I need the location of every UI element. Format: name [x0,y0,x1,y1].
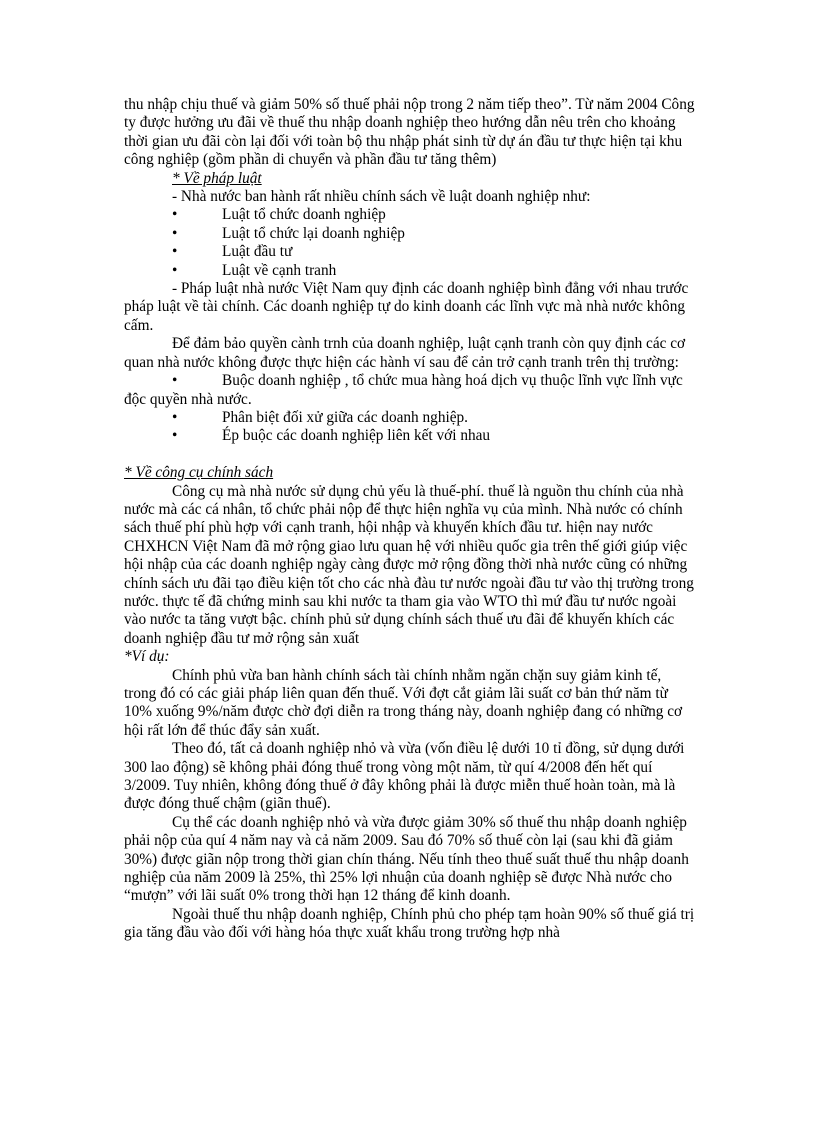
tools-paragraph: Công cụ mà nhà nước sử dụng chủ yếu là thuế-phí. thuế là nguồn thu chính của nhà nước mà các cá nhân, tổ chức phải nộp để thực hiện nghĩa vụ của mình. Nhà nước có chính sách thuế phí phù hợp với cạnh tranh, hội nhập và khuyến khích đầu tư. hiện nay nước CHXHCN Việt Nam đã mở rộng giao lưu quan hệ với nhiều quốc gia trên thế giới giúp việc hội nhập của các doanh nghiệp ngày càng được mở rộng đồng thời nhà nước cũng có những chính sách ưu đãi tạo điều kiện tốt cho các nhà đàu tư nước ngoài đầu tư vào thị trường trong nước. thực tế đã chứng minh sau khi nước ta tham gia vào WTO thì mứ đầu tư nước ngoài vào nước ta tăng vượt bậc. chính phủ sử dụng chính sách thuế ưu đãi để khuyến khích các doanh nghiệp đầu tư mở rộng sản xuất [124,482,694,647]
bullet-marker: • [172,224,178,242]
intro-paragraph: thu nhập chịu thuế và giảm 50% số thuế phải nộp trong 2 năm tiếp theo”. Từ năm 2004 Công ty được hưởng ưu đãi về thuế thu nhập doanh nghiệp theo hướng dẫn nêu trên cho khoảng thời gian ưu đãi còn lại đối với toàn bộ thu nhập phát sinh từ dự án đầu tư thực hiện tại khu công nghiệp (gồm phần di chuyển và phần đầu tư tăng thêm) [124,96,695,169]
list-item-text: Phân biệt đối xử giữa các doanh nghiệp. [222,408,468,426]
bullet-marker: • [172,372,178,390]
example-paragraph-3: Cụ thể các doanh nghiệp nhỏ và vừa được giảm 30% số thuế thu nhập doanh nghiệp phải nộp của quí 4 năm nay và cả năm 2009. Sau đó 70% số thuế còn lại (sau khi đã giảm 30%) được giãn nộp trong thời gian chín tháng. Nếu tính theo thuế suất thuế thu nhập doanh nghiệp của năm 2009 là 25%, thì 25% lợi nhuận của doanh nghiệp sẽ được Nhà nước cho “mượn” với lãi suất 0% trong thời hạn 12 tháng để kinh doanh. [124,813,689,905]
tools-heading [124,464,696,482]
list-item-text: Buộc doanh nghiệp , tổ chức mua hàng hoá dịch vụ thuộc lĩnh vực lĩnh vực độc quyền nhà nước. [124,372,683,408]
list-item-text: Luật về cạnh tranh [222,261,337,279]
tools-heading-text: * Về công cụ chính sách [124,464,274,482]
list-item-text: Luật tổ chức doanh nghiệp [222,206,386,224]
bullet-marker: • [172,408,178,426]
list-item-text: Luật đầu tư [222,243,293,261]
bullet-marker: • [172,243,178,261]
list-item [124,206,696,224]
blank-line [124,446,696,464]
law-lead: - Nhà nước ban hành rất nhiều chính sách về luật doanh nghiệp như: [172,188,591,206]
list-item-text: Luật tổ chức lại doanh nghiệp [222,224,405,242]
example-paragraph-4: Ngoài thuế thu nhập doanh nghiệp, Chính phủ cho phép tạm hoàn 90% số thuế giá trị gia tăng đầu vào đối với hàng hóa thực xuất khẩu trong trường hợp nhà [124,905,695,942]
example-paragraph-2: Theo đó, tất cả doanh nghiệp nhỏ và vừa (vốn điều lệ dưới 10 tỉ đồng, sử dụng dưới 300 lao động) sẽ không phải đóng thuế trong vòng một năm, từ quí 4/2008 đến hết quí 3/2009. Tuy nhiên, không đóng thuế ở đây không phải là được miễn thuế hoàn toàn, mà là được đóng thuế chậm (giãn thuế). [124,740,685,813]
list-item [124,427,696,445]
list-item [124,409,696,427]
list-item [124,243,696,261]
bullet-marker: • [172,427,178,445]
example-label: *Ví dụ: [124,648,170,666]
law-heading-text: * Về pháp luật [172,169,262,187]
example-paragraph-1: Chính phủ vừa ban hành chính sách tài chính nhằm ngăn chặn suy giảm kinh tế, trong đó có các giải pháp liên quan đến thuế. Với đợt cắt giảm lãi suất cơ bản thứ năm từ 10% xuống 9%/năm được chờ đợi diễn ra trong tháng này, doanh nghiệp đang có những cơ hội rất lớn để thúc đẩy sản xuất. [124,666,683,739]
list-item [124,225,696,243]
bullet-marker: • [172,261,178,279]
list-item [124,262,696,280]
law-heading [124,170,696,188]
document-page [124,96,696,943]
list-item [124,372,696,409]
list-item-text: Ép buộc các doanh nghiệp liên kết với nhau [222,427,491,445]
bullet-marker: • [172,206,178,224]
law-paragraph-1: - Pháp luật nhà nước Việt Nam quy định các doanh nghiệp bình đẳng với nhau trước pháp luật về tài chính. Các doanh nghiệp tự do kinh doanh các lĩnh vực mà nhà nước không cấm. [124,280,689,334]
law-paragraph-2: Để đảm bảo quyền cành trnh của doanh nghiệp, luật cạnh tranh còn quy định các cơ quan nhà nước không được thực hiện các hành ví sau để cản trở cạnh tranh trên thị trường: [124,335,686,371]
